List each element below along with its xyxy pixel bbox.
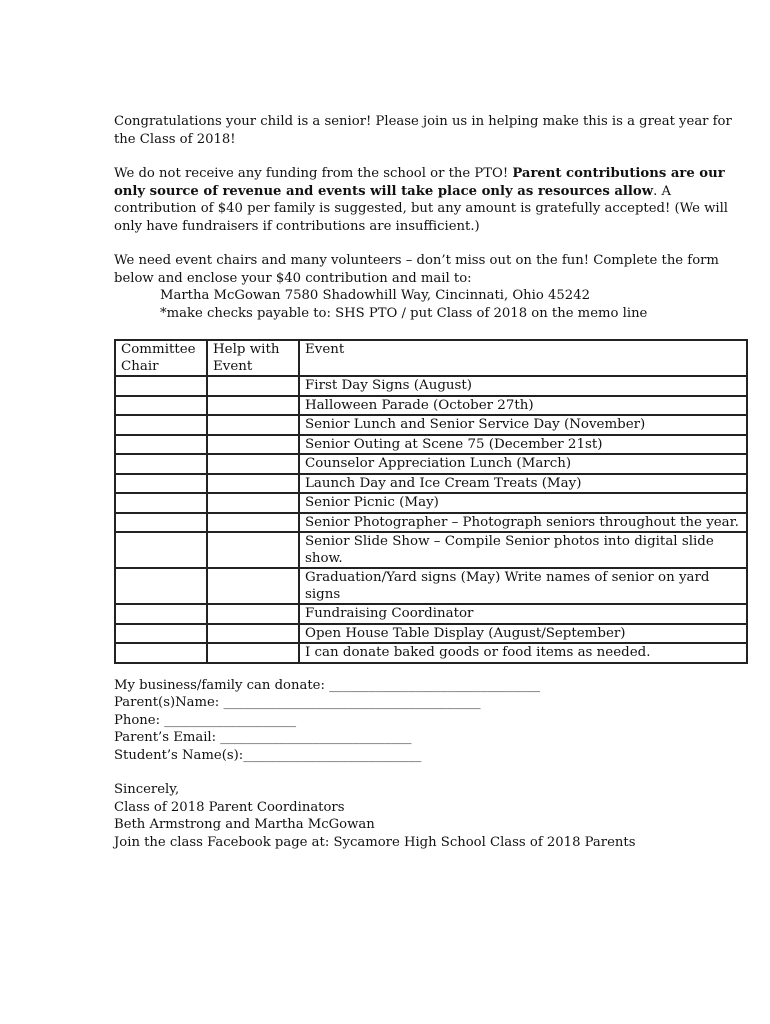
- chair-cell[interactable]: [115, 454, 207, 474]
- phone-field[interactable]: Phone: ____________________: [114, 712, 297, 728]
- table-row: [115, 474, 747, 494]
- event-cell: Open House Table Display (August/September): [299, 624, 747, 644]
- table-row: [115, 643, 747, 663]
- event-cell: Launch Day and Ice Cream Treats (May): [299, 474, 747, 494]
- volunteer-table: [114, 339, 748, 664]
- facebook-page-link[interactable]: Sycamore High School Class of 2018 Parents: [333, 834, 636, 850]
- event-cell: Senior Lunch and Senior Service Day (November): [299, 415, 747, 435]
- chair-cell[interactable]: [115, 376, 207, 396]
- letter-page: [114, 113, 754, 851]
- signature-group: Class of 2018 Parent Coordinators: [114, 799, 345, 815]
- chair-cell[interactable]: [115, 532, 207, 568]
- table-row: [115, 415, 747, 435]
- funding-text-start: We do not receive any funding from the school or the PTO!: [114, 166, 513, 181]
- help-cell[interactable]: [207, 474, 299, 494]
- table-header-row: [115, 340, 747, 376]
- help-cell[interactable]: [207, 568, 299, 604]
- table-row: [115, 513, 747, 533]
- event-cell: I can donate baked goods or food items as needed.: [299, 643, 747, 663]
- event-cell: Senior Outing at Scene 75 (December 21st): [299, 435, 747, 455]
- header-help-with-event: Help with Event: [207, 340, 299, 376]
- chair-cell[interactable]: [115, 604, 207, 624]
- help-cell[interactable]: [207, 396, 299, 416]
- help-cell[interactable]: [207, 493, 299, 513]
- volunteer-paragraph: We need event chairs and many volunteers – don’t miss out on the fun! Complete the form below and enclose your $40 contribution and mail to:: [114, 253, 719, 286]
- header-committee-chair: Committee Chair: [115, 340, 207, 376]
- parent-name-field[interactable]: Parent(s)Name: _______________________________________: [114, 695, 481, 710]
- table-row: [115, 396, 747, 416]
- facebook-line: [114, 834, 754, 852]
- intro-paragraph: Congratulations your child is a senior! Please join us in helping make this is a great year for the Class of 2018!: [114, 114, 732, 147]
- help-cell[interactable]: [207, 376, 299, 396]
- help-cell[interactable]: [207, 643, 299, 663]
- mailing-address: Martha McGowan 7580 Shadowhill Way, Cincinnati, Ohio 45242: [160, 288, 590, 303]
- event-cell: Graduation/Yard signs (May) Write names of senior on yard signs: [299, 568, 747, 604]
- help-cell[interactable]: [207, 532, 299, 568]
- donate-field[interactable]: My business/family can donate: ________________________________: [114, 677, 541, 693]
- help-cell[interactable]: [207, 624, 299, 644]
- chair-cell[interactable]: [115, 396, 207, 416]
- event-cell: First Day Signs (August): [299, 376, 747, 396]
- table-row: [115, 604, 747, 624]
- table-row: [115, 435, 747, 455]
- chair-cell[interactable]: [115, 435, 207, 455]
- table-row: [115, 454, 747, 474]
- email-field[interactable]: Parent’s Email: _____________________________: [114, 730, 412, 745]
- table-row: [115, 493, 747, 513]
- chair-cell[interactable]: [115, 568, 207, 604]
- chair-cell[interactable]: [115, 643, 207, 663]
- chair-cell[interactable]: [115, 415, 207, 435]
- chair-cell[interactable]: [115, 474, 207, 494]
- facebook-prefix: Join the class Facebook page at:: [114, 834, 334, 850]
- help-cell[interactable]: [207, 435, 299, 455]
- event-cell: Halloween Parade (October 27th): [299, 396, 747, 416]
- table-row: [115, 532, 747, 568]
- table-row: [115, 568, 747, 604]
- student-name-field[interactable]: Student’s Name(s):___________________________: [114, 747, 422, 763]
- funding-text-bold: Parent contributions are our only source of revenue and events will take place only as resources allow: [114, 166, 725, 199]
- funding-paragraph: [114, 165, 754, 235]
- table-row: [115, 624, 747, 644]
- chair-cell[interactable]: [115, 624, 207, 644]
- check-instructions: *make checks payable to: SHS PTO / put Class of 2018 on the memo line: [160, 305, 648, 321]
- table-row: [115, 376, 747, 396]
- header-event: Event: [299, 340, 747, 376]
- help-cell[interactable]: [207, 604, 299, 624]
- event-cell: Senior Slide Show – Compile Senior photos into digital slide show.: [299, 532, 747, 568]
- event-cell: Senior Picnic (May): [299, 493, 747, 513]
- event-cell: Counselor Appreciation Lunch (March): [299, 454, 747, 474]
- help-cell[interactable]: [207, 415, 299, 435]
- chair-cell[interactable]: [115, 513, 207, 533]
- chair-cell[interactable]: [115, 493, 207, 513]
- help-cell[interactable]: [207, 513, 299, 533]
- signature-names: Beth Armstrong and Martha McGowan: [114, 817, 375, 832]
- help-cell[interactable]: [207, 454, 299, 474]
- closing-block: [114, 781, 754, 851]
- event-cell: Senior Photographer – Photograph seniors throughout the year.: [299, 513, 747, 533]
- event-cell: Fundraising Coordinator: [299, 604, 747, 624]
- funding-text-end: . A contribution of $40 per family is suggested, but any amount is gratefully accepted! (We will only have fundraisers if contributions are insufficient.): [114, 183, 729, 234]
- sincerely: Sincerely,: [114, 782, 180, 797]
